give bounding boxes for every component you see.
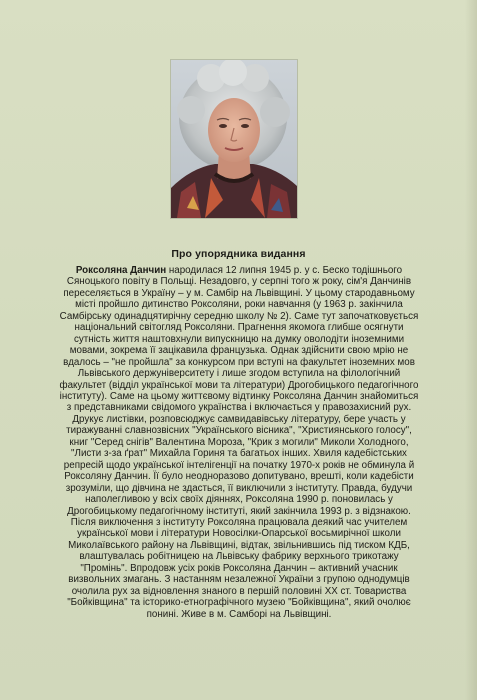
author-biography <box>58 265 420 620</box>
biography-text: народилася 12 липня 1945 р. у с. Беско тодішнього Сяноцького повіту в Польщі. Незадовго, у серпні того ж року, сім'я Данчинів переселяється в Україну – у м. Самбір на Львівщині. У цьому стародавньому місті пройшло дитинство Роксоляни, роки навчання (у 1963 р. закінчила Самбірську одинадцятирічну середню школу № 2). Саме тут започатковується національний світогляд Роксоляни. Прагнення якомога глибше осягнути сутність життя наштовхнули випускницю на думку оволодіти іноземними мовами, зокрема її зацікавила французька. Однак здійснити свою мрію не вдалось – "не пройшла" за конкурсом при вступі на факультет іноземних мов Львівського держуніверситету і лише згодом вступила на філологічний факультет (відділ української мови та літератури) Дрогобицького педагогічного інституту). Саме на цьому життєвому відтинку Роксоляна Данчин знайомиться з представниками свідомого українства і включається у правозахисний рух. Друкує листівки, розповсюджує самвидавівську літературу, бере участь у тиражуванні славнозвісних "Українського вісника", "Християнського голосу", книг "Серед снігів" Валентина Мороза, "Крик з могили" Миколи Холодного, "Листи з-за ґрат" Михайла Гориня та багатьох інших. Хвиля кадебістських репресій щодо української інтелігенції на початку 1970-х років не обминула й Роксоляну Данчин. Її було неодноразово допитувано, врешті, коли кадебісти зрозуміли, що дівчина не здасться, її виключили з інституту. Правда, будучи наполегливою у всіх своїх діяннях, Роксоляна 1990 р. поновилась у Дрогобицькому педагогічному інституті, який закінчила 1993 р. з відзнакою. Після виключення з інституту Роксоляна працювала деякий час учителем української мови і літератури Новосілки-Опарської восьмирічної школи Миколаївського району на Львівщині, відтак, звільнившись під тиском КДБ, влаштувалась робітницею на Львівську фабрику верхнього трикотажу "Промінь". Впродовж усіх років Роксоляна Данчин – активний учасник визвольних змагань. З настанням незалежної України з групою однодумців очолила рух за відновлення знаного в першій половині ХХ ст. Товариства "Бойківщина" та історико-етнографічного музею "Бойківщина", який очолює понині. Живе в м. Самборі на Львівщині. <box>59 265 419 620</box>
page-edge-shadow <box>465 0 477 700</box>
author-name: Роксоляна Данчин <box>75 265 167 276</box>
author-portrait-photo <box>171 60 297 218</box>
section-heading: Про упорядника видання <box>171 248 306 260</box>
